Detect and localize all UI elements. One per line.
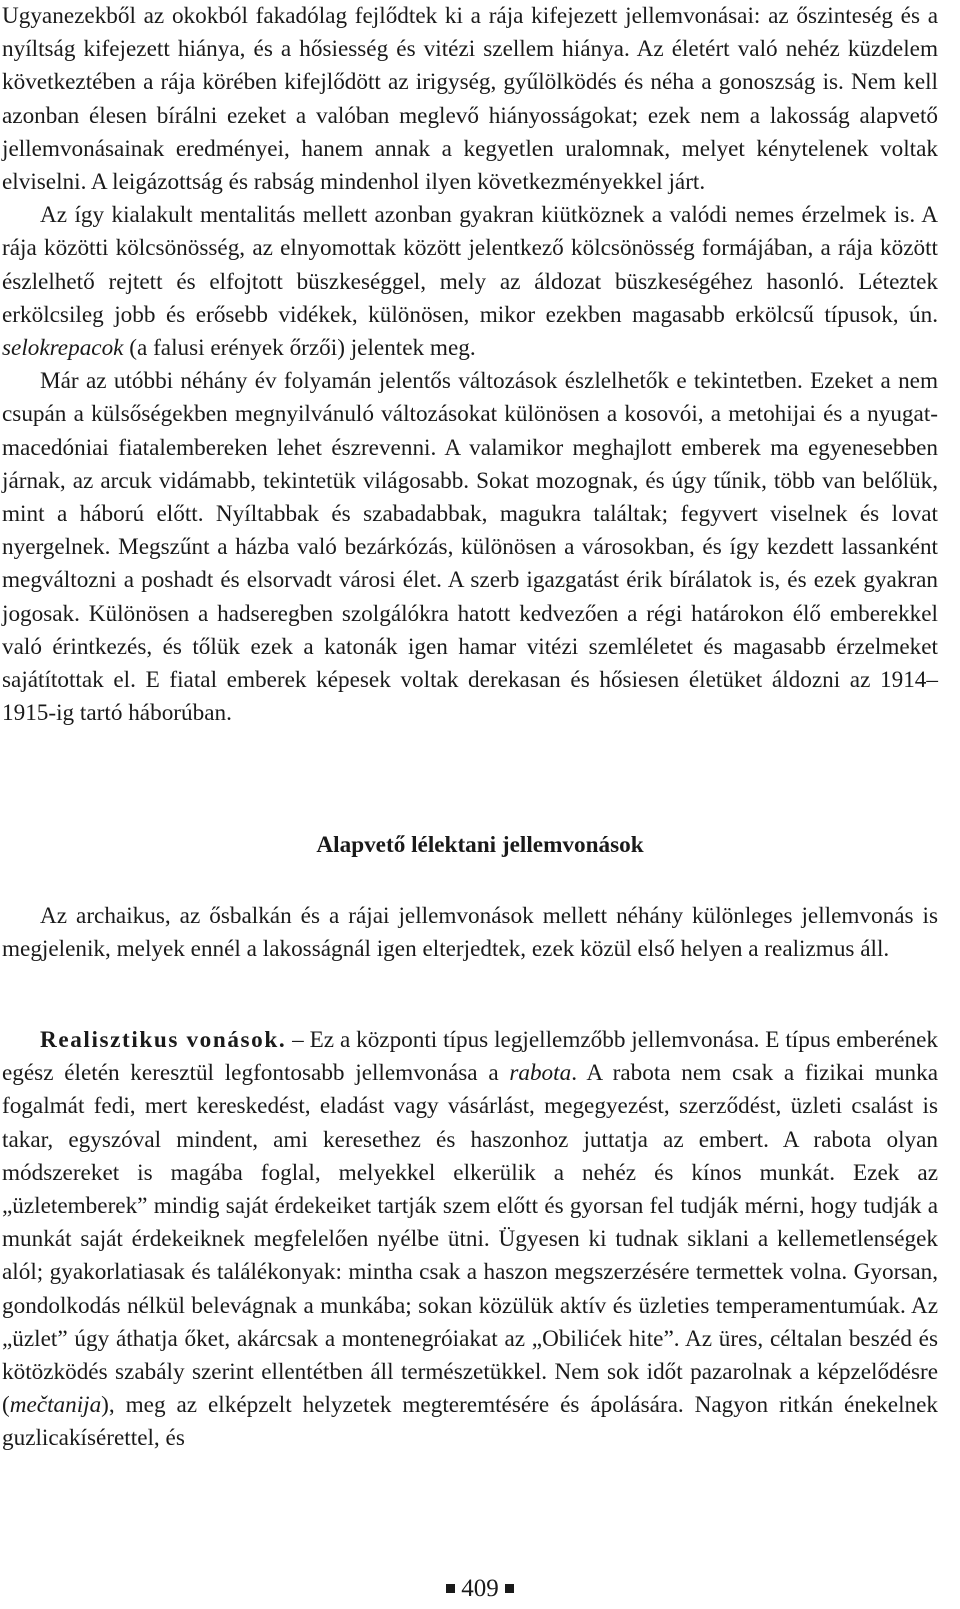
page-number xyxy=(0,1574,960,1604)
section-heading: Alapvető lélektani jellemvonások xyxy=(316,832,644,858)
paragraph-2-text-b: (a falusi erények őrzői) jelentek meg. xyxy=(123,335,476,362)
square-bullet-icon xyxy=(505,1584,514,1593)
paragraph-5-text-c: ), meg az elképzelt helyzetek megteremtésére és ápolására. Nagyon ritkán énekelnek guzlicakísérettel, és xyxy=(2,1392,938,1452)
paragraph-4: Az archaikus, az ősbalkán és a rájai jellemvonások mellett néhány különleges jellemvonás is megjelenik, melyek ennél a lakosságnál igen elterjedtek, ezek közül első helyen a realizmus áll. xyxy=(2,903,938,963)
paragraph-5 xyxy=(2,1024,938,1456)
paragraph-2 xyxy=(2,199,938,365)
body-text-top xyxy=(2,0,938,730)
body-text-realism xyxy=(2,1024,938,1456)
paragraph-5-text-b: . A rabota nem csak a fizikai munka fogalmát fedi, mert kereskedést, eladást vagy vásárlást, megegyezést, szerződést, üzleti csalást is takar, egyszóval mindent, ami keresethez és haszonhoz juttatja az embert. A rabota olyan módszereket is magába foglal, melyekkel elkerülik a nehéz és kínos munkát. Ezek az „üzletemberek” mindig saját érdekeiket tartják szem előtt és gyorsan fel tudják mérni, hogy tudják a munkát saját érdekeiknek megfelelően nyélbe ütni. Ügyesen ki tudnak siklani a kellemetlenségek alól; gyakorlatiasak és találékonyak: mintha csak a haszon megszerzésére termettek volna. Gyorsan, gondolkodás nélkül belevágnak a munkába; sokan közülük aktív és üzleties temperamentumúak. Az „üzlet” úgy áthatja őket, akárcsak a montenegróiakat az „Obilićek hite”. Az üres, céltalan beszéd és kötözködés szabály szerint ellentétben áll természetükkel. Nem sok időt pazarolnak a képzelődésre ( xyxy=(2,1060,938,1419)
square-bullet-icon xyxy=(446,1584,455,1593)
page-number-value: 409 xyxy=(461,1575,499,1602)
body-text-intro xyxy=(2,900,938,966)
paragraph-5-italic-mectanija: mečtanija xyxy=(9,1392,102,1419)
paragraph-2-text-a: Az így kialakult mentalitás mellett azonban gyakran kiütköznek a valódi nemes érzelmek is. A rája közötti kölcsönösség, az elnyomottak között jelentkező kölcsönösség formájában, a rája között észlelhető rejtett és elfojtott büszkeséggel, mely az áldozat büszkeségéhez hasonló. Léteztek erkölcsileg jobb és erősebb vidékek, különösen, mikor ezekben magasabb erkölcsű típusok, ún. xyxy=(2,202,938,328)
paragraph-5-italic-rabota: rabota xyxy=(509,1060,572,1087)
paragraph-5-text-a: – Ez a központi típus legjellemzőbb jellemvonása. E típus emberének egész életén keresztül legfontosabb jellemvonása a xyxy=(2,1027,938,1087)
paragraph-1: Ugyanezekből az okokból fakadólag fejlődtek ki a rája kifejezett jellemvonásai: az őszinteség és a nyíltság kifejezett hiánya, és a hősiesség és vitézi szellem hiánya. Az életért való nehéz küzdelem következtében a rája körében kifejlődött az irigység, gyűlölködés és néha a gonoszság is. Nem kell azonban élesen bírálni ezeket a valóban meglevő hiányosságokat; ezek nem a lakosság alapvető jellemvonásainak eredményei, hanem annak a kegyetlen uralomnak, melyet kénytelenek voltak elviselni. A leigázottság és rabság mindenhol ilyen következményekkel járt. xyxy=(2,3,938,196)
paragraph-3: Már az utóbbi néhány év folyamán jelentős változások észlelhetők e tekintetben. Ezeket a nem csupán a külsőségekben megnyilvánuló változásokat különösen a kosovói, a metohijai és a nyugat-macedóniai fiatalembereken lehet észrevenni. A valamikor meghajlott emberek ma egyenesebben járnak, az arcuk vidámabb, tekintetük világosabb. Sokat mozognak, és úgy tűnik, több van belőlük, mint a háború előtt. Nyíltabbak és szabadabbak, magukra találtak; fegyvert viselnek és lovat nyergelnek. Megszűnt a házba való bezárkózás, különösen a városokban, és így kezdett lassanként megváltozni a poshadt és elsorvadt városi élet. A szerb igazgatást érik bírálatok is, és ezek gyakran jogosak. Különösen a hadseregben szolgálókra hatott kedvezően a régi határokon élő emberekkel való érintkezés, és tőlük ezek a katonák igen hamar vitézi szemléletet és magasabb érzelmeket sajátítottak el. E fiatal emberek képesek voltak derekasan és hősiesen életüket áldozni az 1914–1915-ig tartó háborúban. xyxy=(2,368,938,727)
paragraph-5-lead: Realisztikus vonások. xyxy=(40,1027,287,1053)
paragraph-2-italic-term: selokrepacok xyxy=(2,335,124,362)
